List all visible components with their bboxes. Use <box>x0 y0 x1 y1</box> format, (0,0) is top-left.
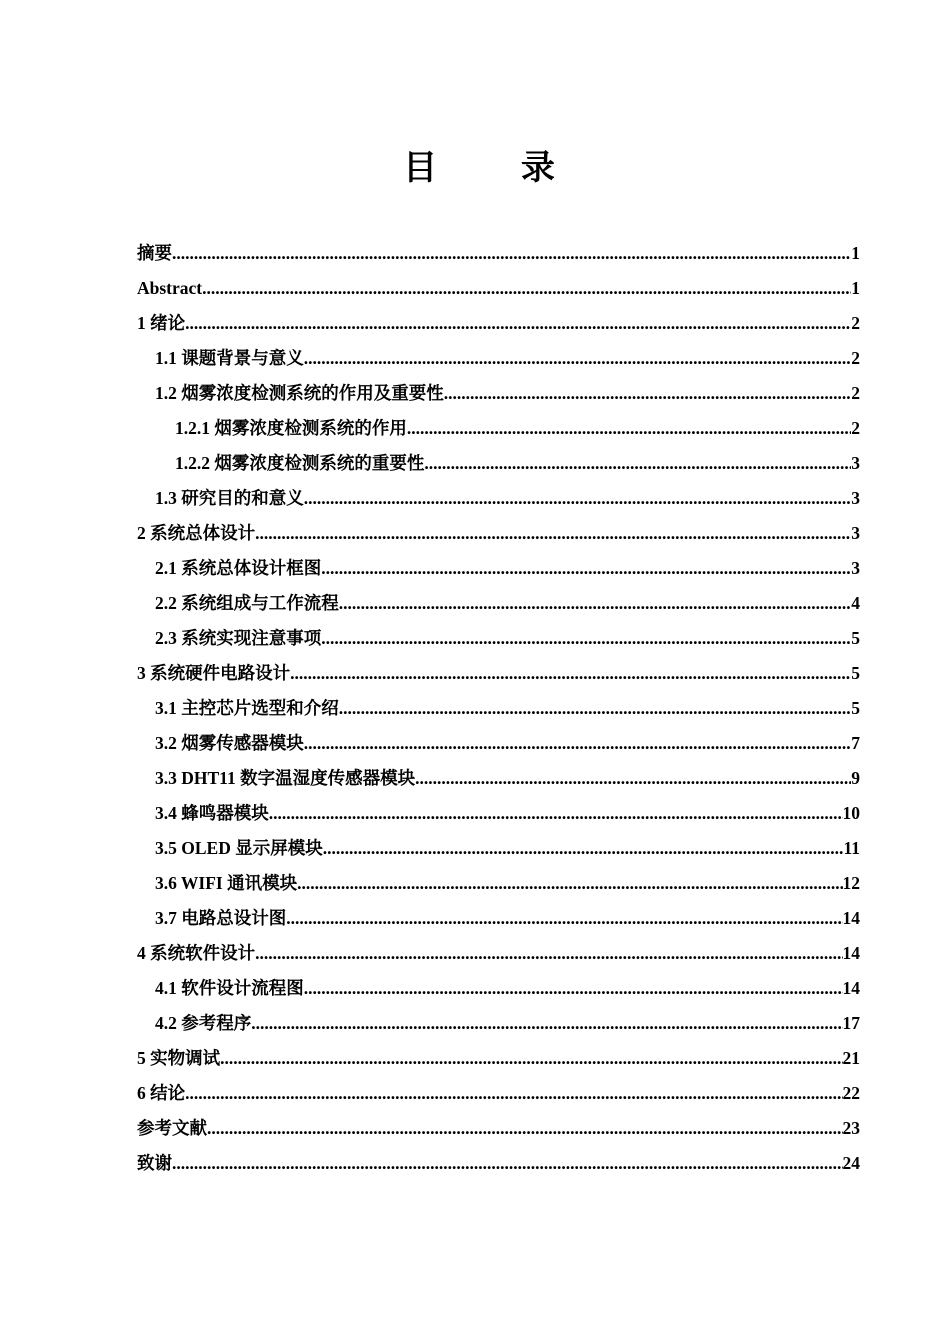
toc-entry-page: 2 <box>851 348 860 368</box>
dot-leader <box>290 660 851 686</box>
toc-entry-label: 6 结论 <box>137 1083 186 1103</box>
dot-leader <box>415 765 851 791</box>
dot-leader <box>251 1010 842 1036</box>
dot-leader <box>339 590 852 616</box>
toc-entry[interactable] <box>137 555 860 590</box>
toc-entry-page: 3 <box>851 488 860 508</box>
toc-entry[interactable] <box>137 625 860 660</box>
toc-entry[interactable] <box>137 275 860 310</box>
toc-entry-label: 参考文献 <box>137 1118 207 1138</box>
toc-entry[interactable] <box>137 380 860 415</box>
toc-entry-page: 3 <box>851 523 860 543</box>
toc-entry[interactable] <box>137 1150 860 1185</box>
toc-entry[interactable] <box>137 730 860 765</box>
toc-entry-page: 14 <box>842 908 860 928</box>
toc-entry-page: 2 <box>851 418 860 438</box>
toc-entry[interactable] <box>137 310 860 345</box>
toc-entry-page: 5 <box>851 663 860 683</box>
toc-entry-page: 12 <box>842 873 860 893</box>
toc-entry[interactable] <box>137 940 860 975</box>
toc-entry[interactable] <box>137 905 860 940</box>
toc-entry-label: 2.3 系统实现注意事项 <box>155 628 322 648</box>
dot-leader <box>269 800 843 826</box>
toc-entry-page: 3 <box>851 453 860 473</box>
dot-leader <box>185 310 851 336</box>
dot-leader <box>172 1150 843 1176</box>
toc-entry[interactable] <box>137 485 860 520</box>
toc-entry-label: 2.2 系统组成与工作流程 <box>155 593 339 613</box>
toc-entry-page: 11 <box>843 838 860 858</box>
toc-entry[interactable] <box>137 1045 860 1080</box>
dot-leader <box>304 485 852 511</box>
dot-leader <box>297 870 842 896</box>
page-title: 目 录 <box>403 148 591 188</box>
dot-leader <box>207 1115 843 1141</box>
toc-entry-page: 21 <box>842 1048 860 1068</box>
dot-leader <box>185 1080 842 1106</box>
toc-entry-page: 1 <box>851 278 860 298</box>
toc-entry-label: Abstract <box>137 278 203 298</box>
toc-entry-label: 4.1 软件设计流程图 <box>155 978 304 998</box>
toc-entry-label: 3.4 蜂鸣器模块 <box>155 803 269 823</box>
toc-entry-label: 1.1 课题背景与意义 <box>155 348 304 368</box>
toc-entry[interactable] <box>137 415 860 450</box>
toc-entry-label: 3.6 WIFI 通讯模块 <box>155 873 298 893</box>
table-of-contents <box>137 240 860 1185</box>
toc-entry-page: 4 <box>851 593 860 613</box>
dot-leader <box>424 450 851 476</box>
toc-entry-page: 5 <box>851 628 860 648</box>
toc-entry[interactable] <box>137 450 860 485</box>
toc-entry-label: 致谢 <box>137 1153 172 1173</box>
toc-entry-label: 1.2.2 烟雾浓度检测系统的重要性 <box>175 453 425 473</box>
toc-entry[interactable] <box>137 1010 860 1045</box>
dot-leader <box>220 1045 842 1071</box>
dot-leader <box>172 240 851 266</box>
dot-leader <box>304 345 852 371</box>
toc-entry[interactable] <box>137 835 860 870</box>
toc-entry-page: 10 <box>842 803 860 823</box>
toc-entry-label: 2 系统总体设计 <box>137 523 256 543</box>
toc-entry-label: 1.2 烟雾浓度检测系统的作用及重要性 <box>155 383 444 403</box>
toc-entry-page: 7 <box>851 733 860 753</box>
toc-entry[interactable] <box>137 240 860 275</box>
toc-entry[interactable] <box>137 975 860 1010</box>
toc-entry[interactable] <box>137 660 860 695</box>
toc-entry[interactable] <box>137 800 860 835</box>
dot-leader <box>407 415 851 441</box>
toc-entry[interactable] <box>137 765 860 800</box>
toc-entry[interactable] <box>137 870 860 905</box>
dot-leader <box>202 275 851 301</box>
toc-entry-page: 14 <box>842 943 860 963</box>
dot-leader <box>444 380 852 406</box>
toc-entry-label: 1 绪论 <box>137 313 186 333</box>
dot-leader <box>321 625 851 651</box>
toc-entry-label: 3.3 DHT11 数字温湿度传感器模块 <box>155 768 416 788</box>
toc-entry-label: 1.3 研究目的和意义 <box>155 488 304 508</box>
toc-entry[interactable] <box>137 695 860 730</box>
toc-entry-label: 5 实物调试 <box>137 1048 221 1068</box>
toc-entry-label: 摘要 <box>137 243 172 263</box>
dot-leader <box>323 835 844 861</box>
toc-entry[interactable] <box>137 1115 860 1150</box>
toc-entry-page: 17 <box>842 1013 860 1033</box>
toc-entry-label: 3 系统硬件电路设计 <box>137 663 291 683</box>
toc-entry-page: 9 <box>851 768 860 788</box>
dot-leader <box>321 555 851 581</box>
dot-leader <box>304 730 852 756</box>
toc-entry-page: 22 <box>842 1083 860 1103</box>
toc-entry-label: 4 系统软件设计 <box>137 943 256 963</box>
toc-entry-page: 3 <box>851 558 860 578</box>
toc-entry-page: 23 <box>842 1118 860 1138</box>
dot-leader <box>339 695 852 721</box>
dot-leader <box>304 975 843 1001</box>
toc-entry-label: 1.2.1 烟雾浓度检测系统的作用 <box>175 418 407 438</box>
toc-entry-page: 5 <box>851 698 860 718</box>
toc-entry[interactable] <box>137 590 860 625</box>
dot-leader <box>286 905 842 931</box>
toc-entry-label: 2.1 系统总体设计框图 <box>155 558 322 578</box>
toc-entry-page: 2 <box>851 383 860 403</box>
dot-leader <box>255 520 851 546</box>
toc-entry[interactable] <box>137 345 860 380</box>
toc-entry-page: 14 <box>842 978 860 998</box>
dot-leader <box>255 940 842 966</box>
toc-entry-label: 3.2 烟雾传感器模块 <box>155 733 304 753</box>
toc-entry-label: 3.1 主控芯片选型和介绍 <box>155 698 339 718</box>
toc-entry[interactable] <box>137 1080 860 1115</box>
toc-entry-page: 2 <box>851 313 860 333</box>
toc-entry-label: 4.2 参考程序 <box>155 1013 252 1033</box>
toc-entry[interactable] <box>137 520 860 555</box>
toc-entry-label: 3.7 电路总设计图 <box>155 908 287 928</box>
toc-entry-page: 1 <box>851 243 860 263</box>
toc-entry-page: 24 <box>842 1153 860 1173</box>
toc-entry-label: 3.5 OLED 显示屏模块 <box>155 838 323 858</box>
